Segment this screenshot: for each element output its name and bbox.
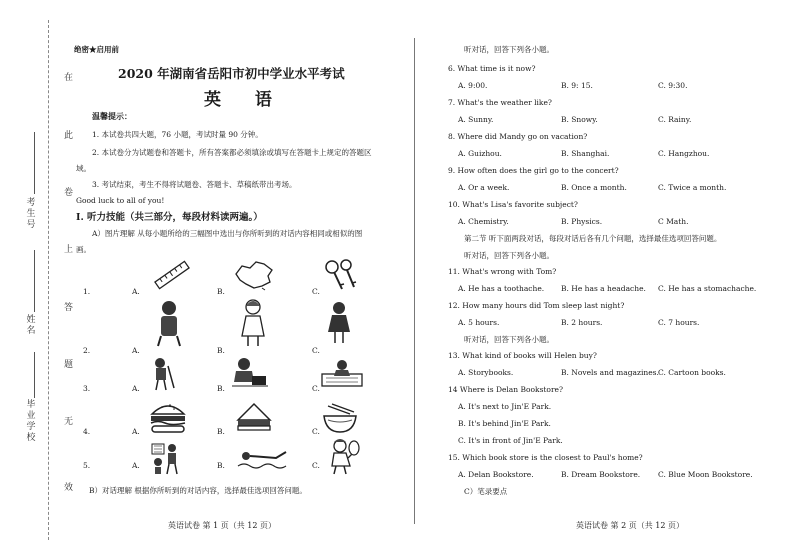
- q11-option-c: C. He has a stomachache.: [658, 284, 757, 293]
- q9-option-c: C. Twice a month.: [658, 183, 727, 192]
- page-1-footer: 英语试卷 第 1 页（共 12 页）: [168, 521, 276, 530]
- q10-option-a: A. Chemistry.: [458, 217, 509, 226]
- q8-option-a: A. Guizhou.: [458, 149, 502, 158]
- q7-option-c: C. Rainy.: [658, 115, 692, 124]
- option-b-label: B.: [217, 427, 225, 436]
- q15-option-a: A. Delan Bookstore.: [458, 470, 534, 479]
- question-8: 8. Where did Mandy go on vacation?: [448, 132, 588, 141]
- question-9: 9. How often does the girl go to the concert?: [448, 166, 619, 175]
- part-a-instructions: A）图片理解 从每小题所给的三幅图中选出与你所听到的对话内容相同或相似的图: [92, 229, 363, 238]
- graduation-school-field[interactable]: [34, 352, 35, 398]
- option-b-label: B.: [217, 461, 225, 470]
- question-12: 12. How many hours did Tom sleep last night?: [448, 301, 625, 310]
- person-on-bed-picture: [320, 356, 364, 390]
- option-a-label: A.: [132, 427, 140, 436]
- tip-2: 2. 本试卷分为试题卷和答题卡，所有答案都必须填涂或填写在答题卡上规定的答题区: [92, 148, 372, 157]
- q12-option-c: C. 7 hours.: [658, 318, 700, 327]
- q13-option-b: B. Novels and magazines.: [561, 368, 659, 377]
- question-number: 4.: [83, 427, 91, 436]
- seal-char: 卷: [64, 188, 74, 198]
- q9-option-b: B. Once a month.: [561, 183, 627, 192]
- option-c-label: C.: [312, 287, 320, 296]
- seal-char: 此: [64, 131, 74, 141]
- china-map-picture: [232, 258, 276, 292]
- question-number: 3.: [83, 384, 91, 393]
- q11-option-b: B. He has a headache.: [561, 284, 646, 293]
- noodles-picture: [320, 400, 360, 436]
- seal-char: 上: [64, 245, 74, 255]
- q11-option-a: A. He has a toothache.: [458, 284, 545, 293]
- fold-line: [48, 20, 49, 540]
- seal-char: 答: [64, 303, 74, 313]
- q7-option-b: B. Snowy.: [561, 115, 598, 124]
- student-name-label: 姓名: [26, 315, 36, 336]
- option-c-label: C.: [312, 461, 320, 470]
- exam-title: 2020 年湖南省岳阳市初中学业水平考试: [118, 66, 345, 81]
- option-c-label: C.: [312, 346, 320, 355]
- listen-instruction: 听对话，回答下列各小题。: [464, 335, 554, 344]
- q15-option-c: C. Blue Moon Bookstore.: [658, 470, 753, 479]
- option-b-label: B.: [217, 346, 225, 355]
- question-6: 6. What time is it now?: [448, 64, 536, 73]
- q13-option-c: C. Cartoon books.: [658, 368, 726, 377]
- option-a-label: A.: [132, 384, 140, 393]
- question-14: 14 Where is Delan Bookstore?: [448, 385, 563, 394]
- girl-picture: [236, 298, 270, 348]
- candidate-number-field[interactable]: [34, 132, 35, 194]
- good-luck: Good luck to all of you!: [76, 196, 165, 205]
- tip-2-cont: 域。: [76, 164, 91, 173]
- basketball-picture: [150, 442, 182, 476]
- option-b-label: B.: [217, 384, 225, 393]
- keys-picture: [320, 257, 360, 293]
- seal-char: 无: [64, 417, 74, 427]
- page-2-footer: 英语试卷 第 2 页（共 12 页）: [576, 521, 684, 530]
- section-1-title: Ⅰ. 听力技能（共三部分，每段材料读两遍。）: [76, 212, 263, 223]
- hamburger-picture: [148, 398, 188, 436]
- seal-char: 效: [64, 483, 74, 493]
- question-13: 13. What kind of books will Helen buy?: [448, 351, 597, 360]
- seal-char: 在: [64, 73, 74, 83]
- old-woman-picture: [152, 298, 186, 348]
- q6-option-b: B. 9: 15.: [561, 81, 593, 90]
- part-b-instructions: B）对话理解 根据你所听到的对话内容，选择最佳选项回答问题。: [89, 486, 307, 495]
- q8-option-b: B. Shanghai.: [561, 149, 610, 158]
- option-a-label: A.: [132, 287, 140, 296]
- subject-title: 英 语: [204, 90, 286, 110]
- ruler-picture: [152, 258, 192, 292]
- q14-option-c: C. It's in front of Jin'E Park.: [458, 436, 563, 445]
- tennis-picture: [324, 436, 360, 476]
- q12-option-a: A. 5 hours.: [458, 318, 500, 327]
- q9-option-a: A. Or a week.: [458, 183, 510, 192]
- q6-option-c: C. 9:30.: [658, 81, 688, 90]
- option-a-label: A.: [132, 346, 140, 355]
- sandwich-picture: [234, 400, 274, 434]
- question-7: 7. What's the weather like?: [448, 98, 552, 107]
- candidate-number-label: 考生号: [26, 198, 36, 230]
- listen-instruction: 听对话，回答下列各小题。: [464, 251, 554, 260]
- tips-heading: 温馨提示：: [92, 111, 132, 121]
- question-10: 10. What's Lisa's favorite subject?: [448, 200, 578, 209]
- q15-option-b: B. Dream Bookstore.: [561, 470, 641, 479]
- q7-option-a: A. Sunny.: [458, 115, 494, 124]
- boy-reading-picture: [230, 356, 270, 390]
- option-c-label: C.: [312, 384, 320, 393]
- tip-3: 3. 考试结束，考生不得将试题卷、答题卡、草稿纸带出考场。: [92, 180, 297, 189]
- question-15: 15. Which book store is the closest to Paul's home?: [448, 453, 643, 462]
- boy-sweeping-picture: [148, 356, 178, 392]
- question-number: 1.: [83, 287, 91, 296]
- question-number: 2.: [83, 346, 91, 355]
- tip-1: 1. 本试卷共四大题，76 小题，考试时量 90 分钟。: [92, 130, 263, 139]
- small-girl-picture: [324, 300, 354, 346]
- option-a-label: A.: [132, 461, 140, 470]
- q10-option-b: B. Physics.: [561, 217, 603, 226]
- swimming-picture: [236, 446, 292, 472]
- seal-char: 题: [64, 360, 74, 370]
- listen-instruction: 听对话，回答下列各小题。: [464, 45, 554, 54]
- q14-option-b: B. It's behind Jin'E Park.: [458, 419, 551, 428]
- section-2-instructions: 第二节 听下面两段对话，每段对话后各有几个问题，选择最佳选项回答问题。: [464, 234, 722, 243]
- q8-option-c: C. Hangzhou.: [658, 149, 710, 158]
- question-11: 11. What's wrong with Tom?: [448, 267, 557, 276]
- part-c-heading: C）笔录要点: [464, 487, 508, 496]
- question-number: 5.: [83, 461, 91, 470]
- page-divider: [414, 38, 415, 524]
- q14-option-a: A. It's next to Jin'E Park.: [458, 402, 552, 411]
- q13-option-a: A. Storybooks.: [458, 368, 514, 377]
- secret-tag: 绝密★启用前: [74, 45, 119, 54]
- graduation-school-label: 毕业学校: [26, 400, 36, 443]
- q10-option-c: C Math.: [658, 217, 689, 226]
- q12-option-b: B. 2 hours.: [561, 318, 603, 327]
- part-a-instructions-cont: 画。: [76, 245, 91, 254]
- q6-option-a: A. 9:00.: [458, 81, 488, 90]
- student-name-field[interactable]: [34, 250, 35, 312]
- option-b-label: B.: [217, 287, 225, 296]
- option-c-label: C.: [312, 427, 320, 436]
